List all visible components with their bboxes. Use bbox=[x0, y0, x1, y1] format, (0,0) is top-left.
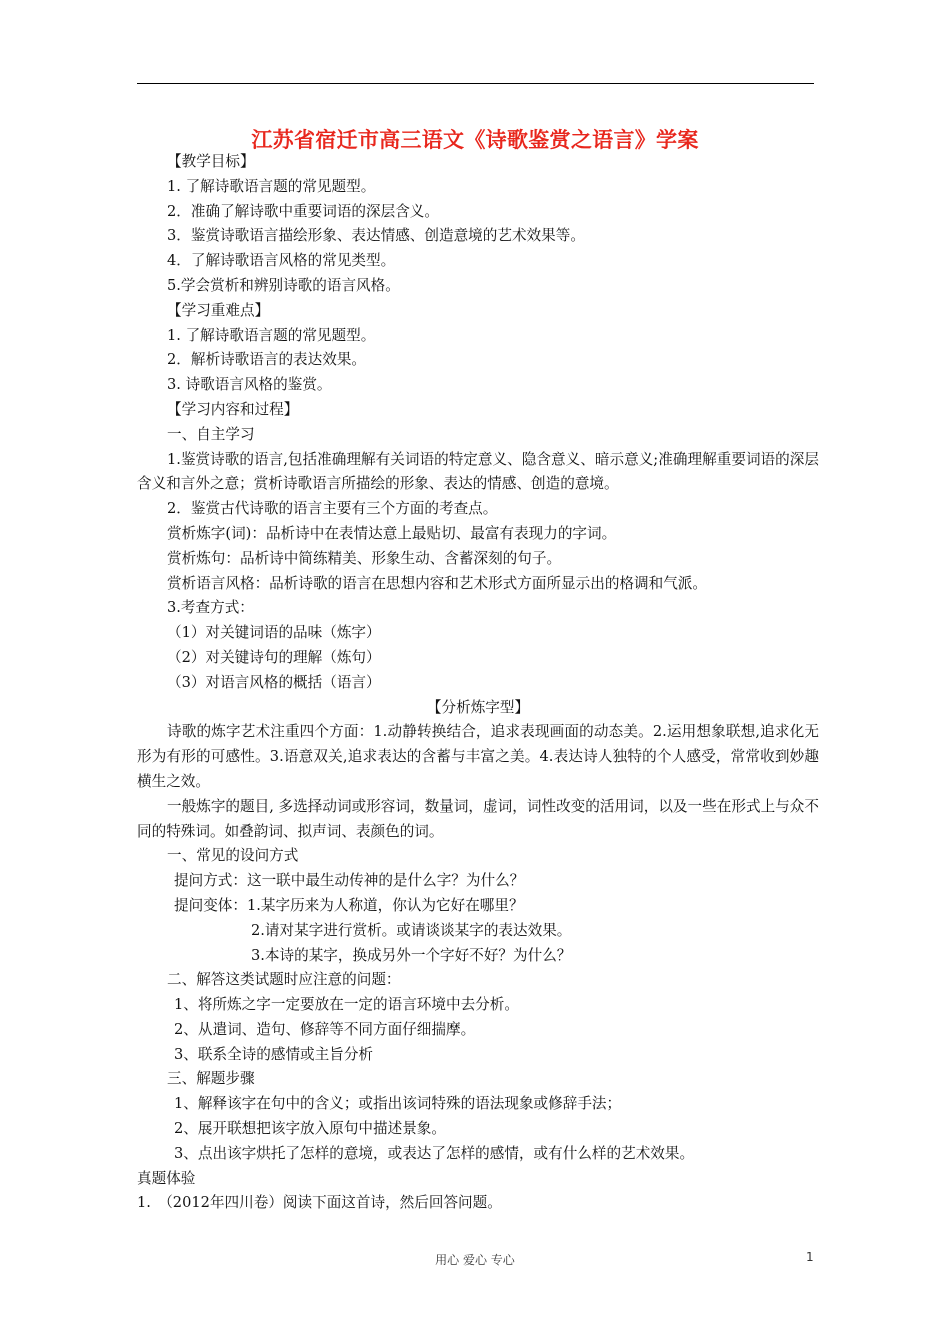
exam-item: （2）对关键诗句的理解（炼句） bbox=[167, 648, 381, 666]
steps-heading: 三、解题步骤 bbox=[167, 1070, 255, 1088]
document-body bbox=[137, 150, 819, 1216]
page-number: 1 bbox=[806, 1250, 814, 1264]
exam-item: （1）对关键词语的品味（炼字） bbox=[167, 624, 381, 642]
attention-item: 2、从遣词、造句、修辞等不同方面仔细揣摩。 bbox=[174, 1020, 476, 1038]
objective-item: 4．了解诗歌语言风格的常见类型。 bbox=[167, 252, 396, 270]
point-style: 赏析语言风格：品析诗歌的语言在思想内容和艺术形式方面所显示出的格调和气派。 bbox=[167, 574, 707, 592]
objective-item: 3．鉴赏诗歌语言描绘形象、表达情感、创造意境的艺术效果等。 bbox=[167, 227, 585, 245]
steps-item: 2、展开联想把该字放入原句中描述景象。 bbox=[174, 1120, 446, 1138]
attention-item: 1、将所炼之字一定要放在一定的语言环境中去分析。 bbox=[174, 996, 519, 1014]
exam-heading: 3.考查方式： bbox=[167, 599, 254, 617]
header-rule bbox=[137, 83, 814, 84]
point-sentence: 赏析炼句：品析诗中简练精美、形象生动、含蓄深刻的句子。 bbox=[167, 549, 562, 567]
objective-item: 1. 了解诗歌语言题的常见题型。 bbox=[167, 177, 376, 195]
ask-method: 提问方式：这一联中最生动传神的是什么字？为什么？ bbox=[174, 872, 525, 890]
ask-variant: 3.本诗的某字，换成另外一个字好不好？为什么？ bbox=[251, 946, 572, 964]
self-study-paragraph-2: 2．鉴赏古代诗歌的语言主要有三个方面的考查点。 bbox=[167, 500, 498, 518]
ask-heading: 一、常见的设问方式 bbox=[167, 847, 299, 865]
attention-item: 3、联系全诗的感情或主旨分析 bbox=[174, 1045, 374, 1063]
key-point-item: 1. 了解诗歌语言题的常见题型。 bbox=[167, 326, 376, 344]
footer-text: 用心 爱心 专心 bbox=[435, 1253, 515, 1267]
analysis-paragraph-2: 一般炼字的题目, 多选择动词或形容词，数量词，虚词，词性改变的活用词，以及一些在形式上与众不同的特殊词。如叠韵词、拟声词、表颜色的词。 bbox=[137, 797, 819, 840]
document-title: 江苏省宿迁市高三语文《诗歌鉴赏之语言》学案 bbox=[251, 128, 699, 152]
objectives-heading: 【教学目标】 bbox=[167, 153, 255, 170]
ask-variant: 提问变体：1.某字历来为人称道，你认为它好在哪里？ bbox=[174, 896, 524, 914]
point-word: 赏析炼字(词)：品析诗中在表情达意上最贴切、最富有表现力的字词。 bbox=[167, 524, 617, 542]
self-study-heading: 一、自主学习 bbox=[167, 425, 255, 443]
ask-variant: 2.请对某字进行赏析。或请谈谈某字的表达效果。 bbox=[251, 921, 572, 939]
key-points-heading: 【学习重难点】 bbox=[167, 301, 270, 319]
self-study-paragraph-1: 1.鉴赏诗歌的语言,包括准确理解有关词语的特定意义、隐含意义、暗示意义;准确理解重要词语的深层含义和言外之意；赏析诗歌语言所描绘的形象、表达的情感、创造的意境。 bbox=[137, 450, 819, 493]
objective-item: 5.学会赏析和辨别诗歌的语言风格。 bbox=[167, 276, 400, 294]
objective-item: 2．准确了解诗歌中重要词语的深层含义。 bbox=[167, 202, 439, 220]
analysis-paragraph-1: 诗歌的炼字艺术注重四个方面：1.动静转换结合，追求表现画面的动态美。2.运用想象联想,追求化无形为有形的可感性。3.语意双关,追求表达的含蓄与丰富之美。4.表达诗人独特的个人感受，常常收到妙趣横生之效。 bbox=[137, 723, 819, 790]
key-point-item: 2．解析诗歌语言的表达效果。 bbox=[167, 351, 367, 369]
practice-heading: 真题体验 bbox=[137, 1169, 196, 1187]
exam-item: （3）对语言风格的概括（语言） bbox=[167, 673, 381, 691]
attention-heading: 二、解答这类试题时应注意的问题： bbox=[167, 971, 401, 989]
steps-item: 1、解释该字在句中的含义；或指出该词特殊的语法现象或修辞手法； bbox=[174, 1095, 622, 1113]
key-point-item: 3. 诗歌语言风格的鉴赏。 bbox=[167, 376, 332, 394]
steps-item: 3、点出该字烘托了怎样的意境，或表达了怎样的感情，或有什么样的艺术效果。 bbox=[174, 1144, 695, 1162]
analysis-heading: 【分析炼字型】 bbox=[426, 698, 530, 716]
process-heading: 【学习内容和过程】 bbox=[167, 400, 299, 418]
practice-item: 1. （2012年四川卷）阅读下面这首诗，然后回答问题。 bbox=[137, 1194, 502, 1212]
